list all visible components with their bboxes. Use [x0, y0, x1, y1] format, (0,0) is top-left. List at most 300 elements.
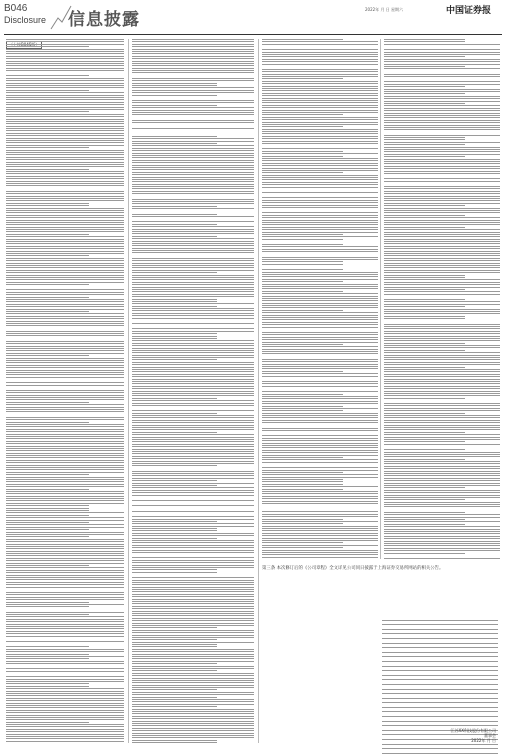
text-line: [384, 127, 500, 128]
text-line: [132, 685, 254, 686]
text-line: [262, 148, 378, 149]
text-line: [132, 540, 254, 541]
text-line: [132, 538, 217, 539]
text-line: [384, 101, 500, 102]
text-line: [6, 626, 124, 627]
text-line: [384, 163, 500, 164]
text-line: [6, 734, 124, 735]
text-line: [132, 138, 254, 139]
text-line: [384, 265, 500, 266]
text-line: [262, 406, 343, 407]
text-line: [384, 471, 500, 472]
text-line: [6, 97, 124, 98]
text-line: [132, 369, 254, 370]
text-line: [262, 530, 378, 531]
text-line: [384, 220, 500, 221]
text-line: [6, 325, 124, 326]
text-line: [132, 627, 217, 628]
text-line: [132, 687, 254, 688]
text-line: [6, 529, 89, 530]
text-line: [262, 74, 378, 75]
text-line: [132, 398, 217, 399]
text-line: [132, 136, 217, 137]
text-line: [132, 263, 254, 264]
signature-board: 董事会: [484, 733, 496, 738]
text-line: [384, 541, 500, 542]
text-line: [6, 577, 124, 578]
text-line: [384, 151, 500, 152]
text-line: [132, 666, 254, 667]
text-line: [262, 202, 378, 203]
text-line: [132, 376, 254, 377]
text-line: [6, 411, 124, 412]
text-line: [6, 272, 124, 273]
text-line: [132, 596, 254, 597]
text-line: [262, 462, 378, 463]
text-line: [262, 215, 378, 216]
text-line: [132, 656, 254, 657]
text-line: [132, 323, 254, 324]
text-line: [6, 119, 124, 120]
text-line: [384, 277, 465, 278]
text-line: [132, 682, 254, 683]
text-line: [132, 265, 254, 266]
text-line: [6, 346, 124, 347]
text-line: [132, 167, 254, 168]
text-line: [384, 480, 500, 481]
text-line: [6, 162, 124, 163]
text-line: [262, 307, 378, 308]
text-line: [384, 395, 500, 396]
text-line: [384, 196, 500, 197]
text-line: [262, 257, 378, 258]
text-line: [6, 301, 124, 302]
text-line: [132, 70, 254, 71]
text-line: [132, 95, 217, 96]
text-line: [384, 215, 465, 216]
text-line: [262, 440, 378, 441]
text-line: [262, 474, 378, 475]
text-line: [384, 429, 500, 430]
text-line: [132, 245, 254, 246]
text-line: [6, 498, 124, 499]
text-line: [384, 487, 465, 488]
text-line: [6, 362, 124, 363]
text-line: [132, 277, 254, 278]
text-line: [384, 239, 500, 240]
text-line: [262, 489, 343, 490]
text-line: [384, 284, 500, 285]
text-line: [132, 434, 254, 435]
text-line: [6, 505, 89, 506]
text-line: [6, 512, 124, 513]
text-line: [132, 65, 254, 66]
text-line: [132, 511, 254, 512]
text-line: [6, 275, 124, 276]
text-line: [132, 208, 254, 209]
text-line: [384, 125, 500, 126]
text-line: [262, 303, 378, 304]
text-line: [132, 386, 254, 387]
text-line: [384, 108, 500, 109]
text-line: [262, 131, 378, 132]
text-line: [262, 49, 378, 50]
text-line: [6, 539, 124, 540]
text-line: [132, 155, 254, 156]
text-line: [262, 83, 378, 84]
text-line: [132, 388, 254, 389]
text-line: [132, 733, 254, 734]
text-line: [132, 632, 254, 633]
text-line: [132, 284, 254, 285]
text-line: [132, 260, 254, 261]
text-line: [132, 577, 254, 578]
text-line: [6, 736, 124, 737]
text-line: [384, 168, 500, 169]
text-line: [262, 224, 378, 225]
text-line: [132, 162, 254, 163]
text-line: [262, 276, 378, 277]
text-line: [384, 144, 465, 145]
text-line: [262, 172, 343, 173]
text-line: [132, 410, 254, 411]
text-line: [384, 413, 465, 414]
text-line: [6, 534, 124, 535]
text-line: [132, 107, 254, 108]
text-line: [132, 179, 254, 180]
text-line: [262, 124, 378, 125]
text-line: [262, 486, 378, 487]
text-line: [384, 359, 500, 360]
text-line: [132, 692, 254, 693]
text-line: [6, 429, 124, 430]
text-line: [262, 420, 378, 421]
text-line: [132, 560, 254, 561]
text-line: [262, 279, 378, 280]
text-line: [132, 530, 217, 531]
text-line: [6, 99, 124, 100]
text-line: [6, 173, 124, 174]
text-line: [262, 182, 378, 183]
text-line: [132, 90, 254, 91]
text-line: [384, 103, 465, 104]
text-line: [384, 497, 500, 498]
text-line: [6, 145, 124, 146]
text-line: [6, 710, 124, 711]
text-line: [6, 355, 89, 356]
text-column-4: [384, 39, 500, 559]
text-line: [262, 526, 378, 527]
text-line: [132, 226, 254, 227]
text-line: [132, 535, 254, 536]
text-line: [6, 51, 124, 52]
text-line: [6, 683, 89, 684]
text-line: [262, 93, 378, 94]
text-line: [384, 129, 500, 130]
text-line: [132, 46, 254, 47]
text-line: [262, 430, 378, 431]
text-line: [6, 253, 124, 254]
text-line: [132, 742, 217, 743]
text-line: [384, 86, 465, 87]
text-line: [384, 258, 500, 259]
text-line: [6, 299, 124, 300]
text-line: [384, 39, 465, 40]
text-line: [132, 85, 217, 86]
text-line: [132, 444, 254, 445]
text-line: [384, 44, 500, 45]
text-line: [384, 478, 500, 479]
text-line: [384, 369, 500, 370]
text-line: [6, 457, 124, 458]
text-line: [132, 694, 254, 695]
text-line: [262, 151, 343, 152]
text-column-1: [6, 39, 124, 743]
text-line: [6, 335, 124, 336]
text-line: [6, 154, 124, 155]
text-line: [6, 594, 124, 595]
text-line: [6, 313, 124, 314]
text-line: [132, 569, 217, 570]
text-line: [384, 74, 500, 75]
text-line: [384, 393, 500, 394]
text-line: [262, 105, 378, 106]
text-line: [6, 227, 124, 228]
text-line: [132, 427, 254, 428]
text-line: [6, 331, 124, 332]
text-line: [6, 592, 124, 593]
text-line: [384, 208, 500, 209]
text-line: [384, 49, 500, 50]
text-line: [132, 429, 254, 430]
text-line: [6, 164, 124, 165]
text-line: [6, 541, 124, 542]
text-line: [384, 473, 500, 474]
text-line: [132, 172, 254, 173]
text-line: [132, 449, 254, 450]
text-line: [262, 165, 378, 166]
text-line: [384, 517, 500, 518]
text-line: [6, 546, 124, 547]
text-line: [384, 93, 465, 94]
text-line: [6, 65, 124, 66]
text-line: [384, 391, 500, 392]
text-line: [384, 524, 465, 525]
text-line: [262, 160, 378, 161]
text-line: [6, 503, 124, 504]
text-line: [132, 216, 254, 217]
text-line: [6, 719, 124, 720]
text-line: [132, 487, 254, 488]
text-line: [384, 333, 500, 334]
text-line: [132, 150, 254, 151]
text-line: [6, 198, 124, 199]
text-line: [132, 413, 217, 414]
text-line: [384, 241, 500, 242]
text-line: [132, 243, 254, 244]
text-line: [132, 395, 254, 396]
text-line: [6, 724, 124, 725]
text-line: [6, 279, 124, 280]
text-line: [6, 147, 89, 148]
text-line: [262, 200, 378, 201]
text-line: [262, 293, 378, 294]
text-line: [262, 472, 343, 473]
text-line: [262, 410, 343, 411]
text-line: [384, 236, 500, 237]
text-line: [6, 178, 124, 179]
text-line: [6, 686, 89, 687]
text-line: [132, 661, 254, 662]
text-line: [132, 157, 254, 158]
text-line: [262, 126, 343, 127]
text-line: [384, 147, 500, 148]
text-line: [132, 56, 254, 57]
text-line: [132, 615, 254, 616]
text-line: [6, 95, 124, 96]
text-line: [262, 207, 378, 208]
text-line: [6, 658, 89, 659]
text-line: [262, 334, 378, 335]
text-line: [6, 614, 89, 615]
text-line: [6, 56, 124, 57]
text-line: [132, 51, 254, 52]
text-line: [6, 41, 124, 42]
text-line: [132, 169, 254, 170]
page-header: [0, 0, 506, 34]
text-line: [6, 469, 124, 470]
text-line: [6, 510, 89, 511]
text-line: [6, 166, 124, 167]
text-line: [6, 102, 124, 103]
text-line: [6, 92, 124, 93]
text-line: [6, 63, 124, 64]
text-line: [132, 718, 254, 719]
text-line: [6, 85, 124, 86]
text-line: [262, 288, 378, 289]
text-line: [132, 282, 254, 283]
text-line: [132, 547, 254, 548]
text-line: [262, 371, 343, 372]
text-line: [262, 59, 378, 60]
text-line: [6, 61, 124, 62]
text-line: [132, 122, 254, 123]
text-line: [384, 316, 465, 317]
text-line: [6, 491, 124, 492]
text-line: [6, 703, 124, 704]
text-line: [384, 243, 500, 244]
text-line: [132, 473, 254, 474]
text-line: [384, 427, 500, 428]
text-line: [262, 44, 378, 45]
text-line: [6, 397, 124, 398]
text-line: [384, 362, 500, 363]
text-line: [384, 475, 500, 476]
text-line: [6, 265, 124, 266]
text-line: [384, 149, 500, 150]
text-line: [384, 441, 465, 442]
text-line: [384, 434, 500, 435]
page-label: Disclosure: [4, 15, 47, 25]
text-line: [262, 52, 378, 53]
text-line: [262, 129, 378, 130]
text-line: [384, 210, 500, 211]
text-line: [262, 381, 378, 382]
text-line: [132, 644, 217, 645]
text-line: [132, 713, 254, 714]
text-line: [6, 500, 124, 501]
text-line: [6, 438, 124, 439]
text-line: [6, 292, 124, 293]
text-line: [384, 193, 500, 194]
text-line: [384, 529, 500, 530]
text-line: [132, 275, 254, 276]
text-line: [6, 536, 89, 537]
text-line: [132, 735, 254, 736]
text-line: [6, 631, 124, 632]
text-line: [6, 231, 124, 232]
text-line: [262, 305, 378, 306]
text-line: [132, 599, 254, 600]
text-line: [262, 547, 343, 548]
text-line: [384, 550, 500, 551]
text-line: [384, 178, 500, 179]
text-line: [132, 238, 254, 239]
text-line: [132, 229, 254, 230]
text-line: [262, 222, 378, 223]
text-line: [132, 465, 217, 466]
text-line: [384, 326, 500, 327]
text-line: [132, 391, 254, 392]
text-line: [6, 579, 124, 580]
text-line: [132, 279, 254, 280]
text-line: [384, 200, 500, 201]
text-line: [6, 176, 124, 177]
text-line: [132, 589, 254, 590]
text-line: [132, 458, 254, 459]
text-line: [6, 193, 124, 194]
text-line: [6, 661, 124, 662]
text-line: [132, 584, 254, 585]
text-line: [6, 107, 124, 108]
text-line: [132, 699, 254, 700]
text-line: [132, 72, 254, 73]
text-line: [132, 231, 254, 232]
text-line: [6, 522, 89, 523]
text-line: [132, 201, 254, 202]
text-line: [384, 76, 500, 77]
text-line: [384, 432, 465, 433]
text-line: [262, 179, 378, 180]
text-line: [262, 396, 378, 397]
text-line: [262, 71, 378, 72]
text-line: [384, 543, 500, 544]
text-line: [384, 255, 500, 256]
text-line: [384, 287, 500, 288]
text-line: [262, 540, 378, 541]
text-line: [132, 355, 254, 356]
text-line: [262, 457, 343, 458]
text-line: [6, 169, 89, 170]
text-line: [262, 364, 378, 365]
text-line: [6, 544, 124, 545]
text-line: [132, 730, 254, 731]
text-line: [262, 138, 378, 139]
text-line: [6, 599, 124, 600]
text-line: [132, 350, 254, 351]
text-line: [6, 641, 124, 642]
text-line: [132, 289, 254, 290]
